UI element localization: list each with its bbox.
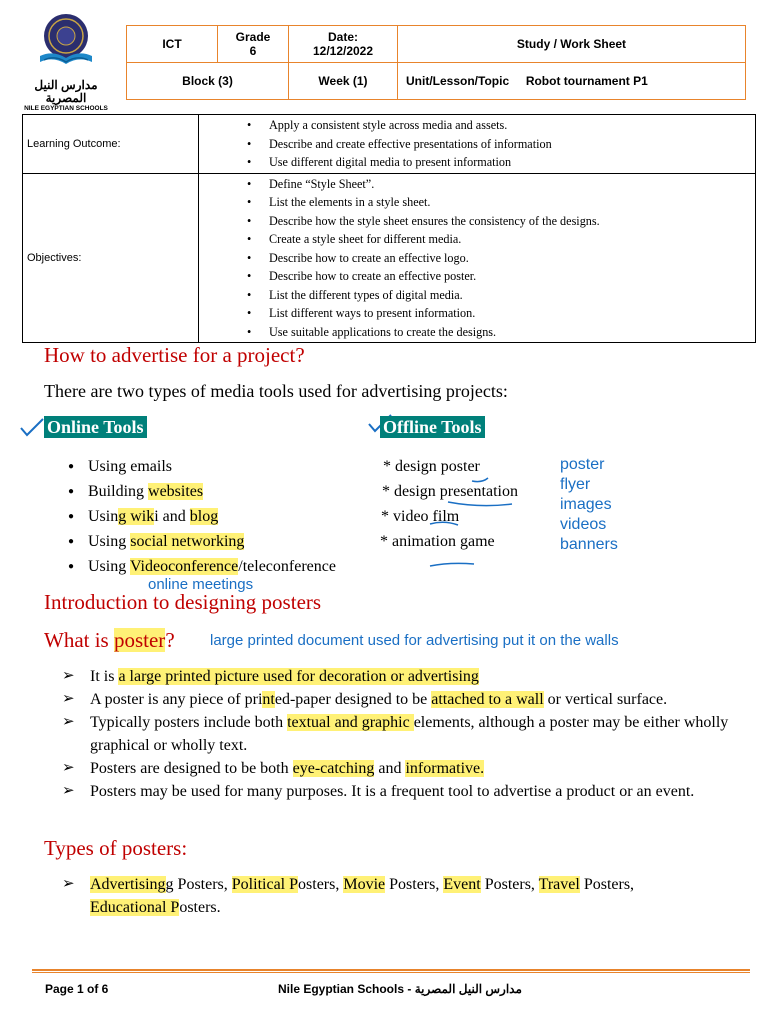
learning-outcome-label: Learning Outcome: [23,115,199,174]
grade-cell [218,26,289,63]
list-item: poster [560,456,605,473]
logo-arabic-text: مدارس النيل المصرية [34,78,98,105]
subject-cell: ICT [127,26,218,63]
unit-value: Robot tournament P1 [525,74,648,88]
posters-heading: Introduction to designing posters [44,590,322,614]
list-item: ● Using social networking [64,529,364,554]
list-item: banners [560,536,618,553]
date-value: 12/12/2022 [312,44,374,58]
date-cell [289,26,398,63]
poster-facts-list [62,665,742,803]
list-item: ● Using wiki and blog [64,504,364,529]
list-item: * animation game [380,533,495,550]
school-logo [20,10,112,112]
online-tools-title [44,417,147,438]
learning-outcome-list [199,116,755,172]
header-table [126,25,746,100]
list-item: • Create a style sheet for different media. [247,230,755,249]
list-item: ➢ It is a large printed picture used for decoration or advertising [62,665,742,688]
online-tools-list [64,454,364,579]
crest-icon [20,10,112,72]
list-item: • Define “Style Sheet”. [247,175,755,194]
list-item: ➢ Advertisingg Posters, Political Posters, Movie Posters, Event Posters, Travel Posters, Educational Posters. [62,873,702,919]
list-item: • Apply a consistent style across media and assets. [247,116,755,135]
footer-divider [32,972,750,973]
list-item: • List the elements in a style sheet. [247,193,755,212]
offline-tools-badge: Offline Tools [380,416,485,438]
list-item: • List the different types of digital media. [247,286,755,305]
objectives-list [199,175,755,342]
advertise-intro: There are two types of media tools used for advertising projects: [44,381,508,401]
logo-english-text: NILE EGYPTIAN SCHOOLS [24,105,108,112]
objectives-cell [199,173,756,343]
poster-types-list [62,873,702,919]
list-item: ● Using emails [64,454,364,479]
list-item: * design poster [383,458,480,475]
objectives-label: Objectives: [23,173,199,343]
list-item: * video film [381,508,460,525]
handwritten-underlines [420,472,530,572]
list-item: * design presentation [382,483,518,500]
list-item: ➢ Posters may be used for many purposes. It is a frequent tool to advertise a product or an event. [62,780,742,803]
list-item: videos [560,516,607,533]
list-item: flyer [560,476,591,493]
list-item: • Describe how to create an effective poster. [247,267,755,286]
advertise-heading: How to advertise for a project? [44,343,305,367]
block-cell: Block (3) [127,63,289,100]
poster-definition-note: large printed document used for advertising put it on the walls [210,632,619,649]
list-item: • List different ways to present information. [247,304,755,323]
page-number: Page 1 of 6 [45,982,109,996]
online-tools-badge: Online Tools [44,416,147,438]
footer-school-name: Nile Egyptian Schools - مدارس النيل المصرية [278,982,522,996]
list-item: ➢ Posters are designed to be both eye-catching and informative. [62,757,742,780]
offline-tools-title [380,417,485,438]
list-item: • Use different digital media to present information [247,153,755,172]
list-item: images [560,496,612,513]
sheet-type-cell: Study / Work Sheet [398,26,746,63]
outcomes-table [22,114,756,343]
grade-label: Grade [235,30,271,44]
what-is-poster-heading: What is poster? [44,628,175,652]
list-item: ● Building websites [64,479,364,504]
online-meetings-note: online meetings [148,576,254,593]
checkmark-icon [18,416,46,438]
grade-value: 6 [249,44,257,58]
unit-label: Unit/Lesson/Topic [406,74,510,88]
list-item: ➢ A poster is any piece of printed-paper designed to be attached to a wall or vertical surface. [62,688,742,711]
date-label: Date: [327,30,358,44]
learning-outcome-cell [199,115,756,174]
poster-types-heading: Types of posters: [44,836,188,860]
offline-notes [560,455,618,555]
list-item: ➢ Typically posters include both textual and graphic elements, although a poster may be either wholly graphical or wholly text. [62,711,742,757]
footer-divider [32,969,750,971]
list-item: • Use suitable applications to create the designs. [247,323,755,342]
unit-cell [398,63,746,100]
list-item: ● Using Videoconference/teleconference [64,554,364,579]
list-item: • Describe how to create an effective logo. [247,249,755,268]
list-item: • Describe and create effective presentations of information [247,135,755,154]
list-item: • Describe how the style sheet ensures the consistency of the designs. [247,212,755,231]
week-cell: Week (1) [289,63,398,100]
